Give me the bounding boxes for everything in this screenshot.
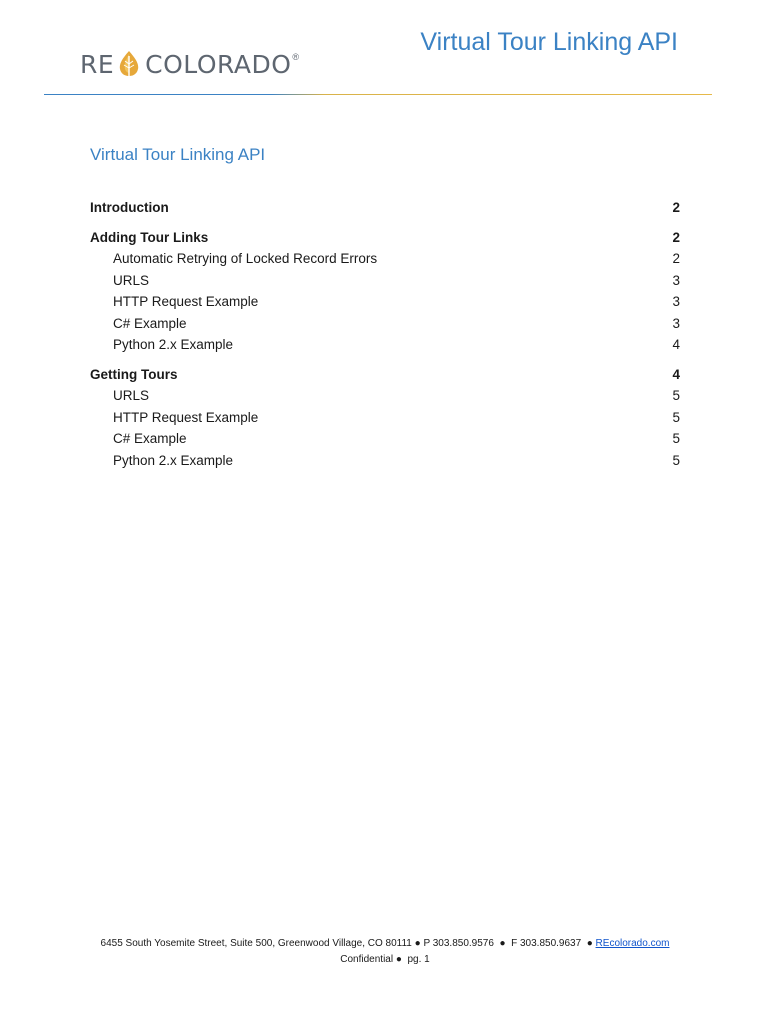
toc-entry-adding-tour-links[interactable] (90, 227, 680, 248)
toc-subentry-page: 3 (672, 294, 680, 310)
toc-subentry-label: URLS (113, 388, 150, 404)
toc-subentry-label: URLS (113, 272, 150, 288)
registered-mark: ® (292, 52, 300, 62)
toc-entry-page: 2 (672, 200, 680, 215)
toc-subentry-label: Automatic Retrying of Locked Record Errors (113, 251, 378, 267)
toc-entry-getting-tours[interactable] (90, 364, 680, 385)
footer-confidential: Confidential (340, 953, 394, 965)
toc-subentry-page: 5 (672, 388, 680, 404)
toc-subentry-label: Python 2.x Example (113, 452, 234, 468)
toc-subentry-label: Python 2.x Example (113, 337, 234, 353)
toc-subentry-label: HTTP Request Example (113, 409, 259, 425)
toc-subentry-label: C# Example (113, 431, 187, 447)
toc-entry-introduction[interactable] (90, 197, 680, 218)
toc-entry-page: 2 (672, 230, 680, 245)
toc-subentry-python-example[interactable] (90, 334, 680, 355)
footer-page-number: pg. 1 (407, 953, 430, 965)
toc-subentry-csharp-example[interactable] (90, 313, 680, 334)
header-divider (44, 94, 712, 95)
bullet-separator: ● (499, 938, 506, 949)
toc-entry-label: Introduction (90, 200, 169, 215)
toc-subentry-csharp-example[interactable] (90, 428, 680, 449)
toc-subentry-page: 4 (672, 337, 680, 353)
toc-subentry-urls[interactable] (90, 385, 680, 406)
toc-subentry-label: HTTP Request Example (113, 294, 259, 310)
toc-subentry-python-example[interactable] (90, 450, 680, 471)
toc-entry-label: Adding Tour Links (90, 230, 209, 245)
toc-subentry-page: 5 (672, 452, 680, 468)
toc-subentry-urls[interactable] (90, 270, 680, 291)
aspen-leaf-icon (116, 50, 142, 80)
table-of-contents (90, 197, 680, 471)
toc-subentry-page: 5 (672, 409, 680, 425)
toc-entry-page: 4 (672, 367, 680, 383)
footer-confidential-line (0, 952, 770, 968)
bullet-separator: ● (414, 938, 421, 949)
toc-subentry-page: 3 (672, 272, 680, 288)
bullet-separator: ● (395, 953, 402, 965)
footer-website-link[interactable]: REcolorado.com (595, 938, 670, 949)
footer-contact-line (0, 936, 770, 952)
toc-subentry-http-request-example[interactable] (90, 407, 680, 428)
footer-address: 6455 South Yosemite Street, Suite 500, Greenwood Village, CO 80111 (100, 938, 412, 949)
footer-phone: P 303.850.9576 (423, 938, 494, 949)
toc-subentry-http-request-example[interactable] (90, 291, 680, 312)
company-logo (80, 48, 299, 82)
page-footer (0, 936, 770, 967)
toc-subentry-page: 3 (672, 315, 680, 331)
toc-subentry-automatic-retrying[interactable] (90, 248, 680, 269)
header-title: Virtual Tour Linking API (420, 28, 678, 56)
footer-fax: F 303.850.9637 (511, 938, 582, 949)
toc-subentry-page: 2 (672, 251, 680, 267)
logo-right-text: COLORADO (145, 50, 292, 79)
logo-left-text: RE (80, 50, 115, 79)
bullet-separator: ● (586, 938, 593, 949)
toc-title: Virtual Tour Linking API (90, 145, 266, 164)
toc-subentry-page: 5 (672, 431, 680, 447)
toc-subentry-label: C# Example (113, 315, 187, 331)
toc-entry-label: Getting Tours (90, 367, 178, 383)
